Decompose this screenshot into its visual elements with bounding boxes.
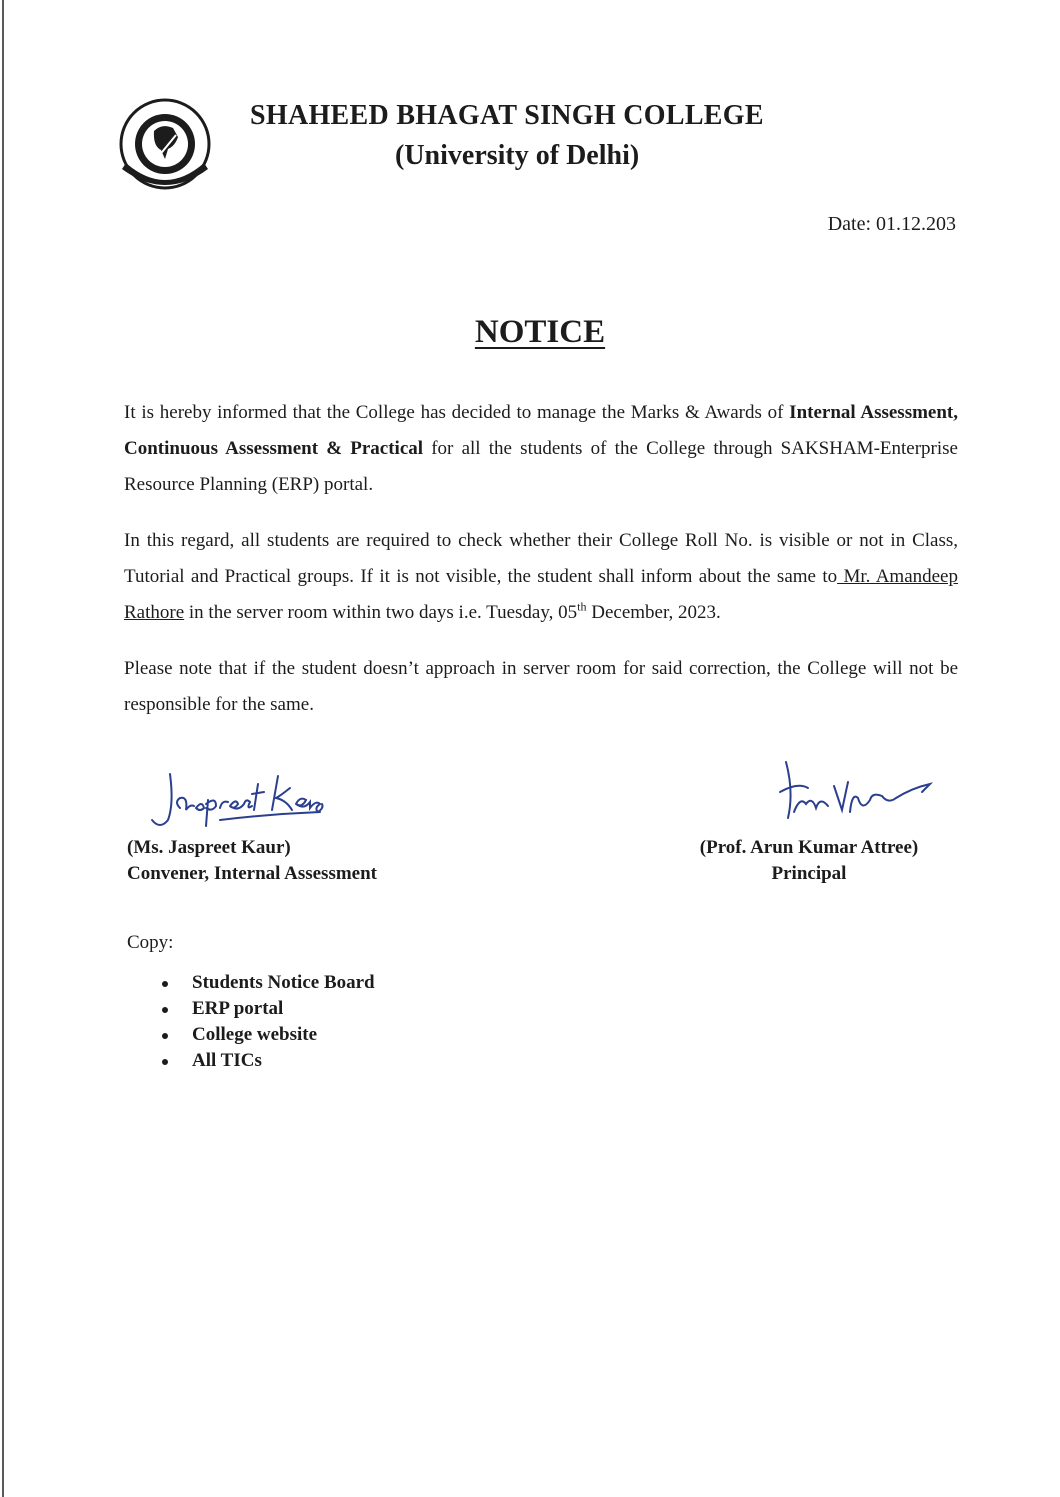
copy-list-item: College website xyxy=(158,1022,375,1048)
scan-edge-line xyxy=(2,0,4,1497)
copy-list-item: All TICs xyxy=(158,1048,375,1074)
copy-label: Copy: xyxy=(127,932,174,953)
p1-bold-text: Internal Assessment, Continuous Assessment & Practical xyxy=(124,402,958,459)
college-name: SHAHEED BHAGAT SINGH COLLEGE xyxy=(250,100,764,131)
college-seal-icon xyxy=(118,97,212,191)
copy-list-item: ERP portal xyxy=(158,996,375,1022)
signatory-left-name: (Ms. Jaspreet Kaur) xyxy=(127,837,291,858)
signatory-left xyxy=(127,835,377,887)
copy-list-item: Students Notice Board xyxy=(158,970,375,996)
contact-person: Mr. Amandeep Rathore xyxy=(124,566,958,623)
paragraph-2 xyxy=(124,523,958,631)
p2-text-2: in the server room within two days i.e. Tuesday, 05 xyxy=(184,602,578,623)
signatory-right-designation: Principal xyxy=(771,863,847,884)
signatory-left-designation: Convener, Internal Assessment xyxy=(127,863,377,884)
signatory-right-name: (Prof. Arun Kumar Attree) xyxy=(699,837,919,858)
p1-text-2: for all the students of the College through SAKSHAM-Enterprise Resource Planning (ERP) portal. xyxy=(124,438,958,495)
signature-jaspreet-kaur xyxy=(140,764,330,834)
signature-principal xyxy=(772,752,942,832)
signatory-right xyxy=(680,835,938,887)
p2-text-3: December, 2023. xyxy=(586,602,721,623)
paragraph-1 xyxy=(124,395,958,503)
copy-list xyxy=(158,970,375,1074)
p2-text-1: In this regard, all students are required to check whether their College Roll No. is visible or not in Class, Tutorial and Practical groups. If it is not visible, the student shall inform about the same to xyxy=(124,530,958,587)
university-name: (University of Delhi) xyxy=(395,140,640,171)
p1-text-1: It is hereby informed that the College has decided to manage the Marks & Awards of xyxy=(124,402,790,423)
paragraph-3: Please note that if the student doesn’t approach in server room for said correction, the College will not be responsible for the same. xyxy=(124,658,958,715)
notice-date: Date: 01.12.203 xyxy=(827,213,956,235)
notice-title: NOTICE xyxy=(474,314,606,350)
ordinal-suffix: th xyxy=(577,599,587,614)
